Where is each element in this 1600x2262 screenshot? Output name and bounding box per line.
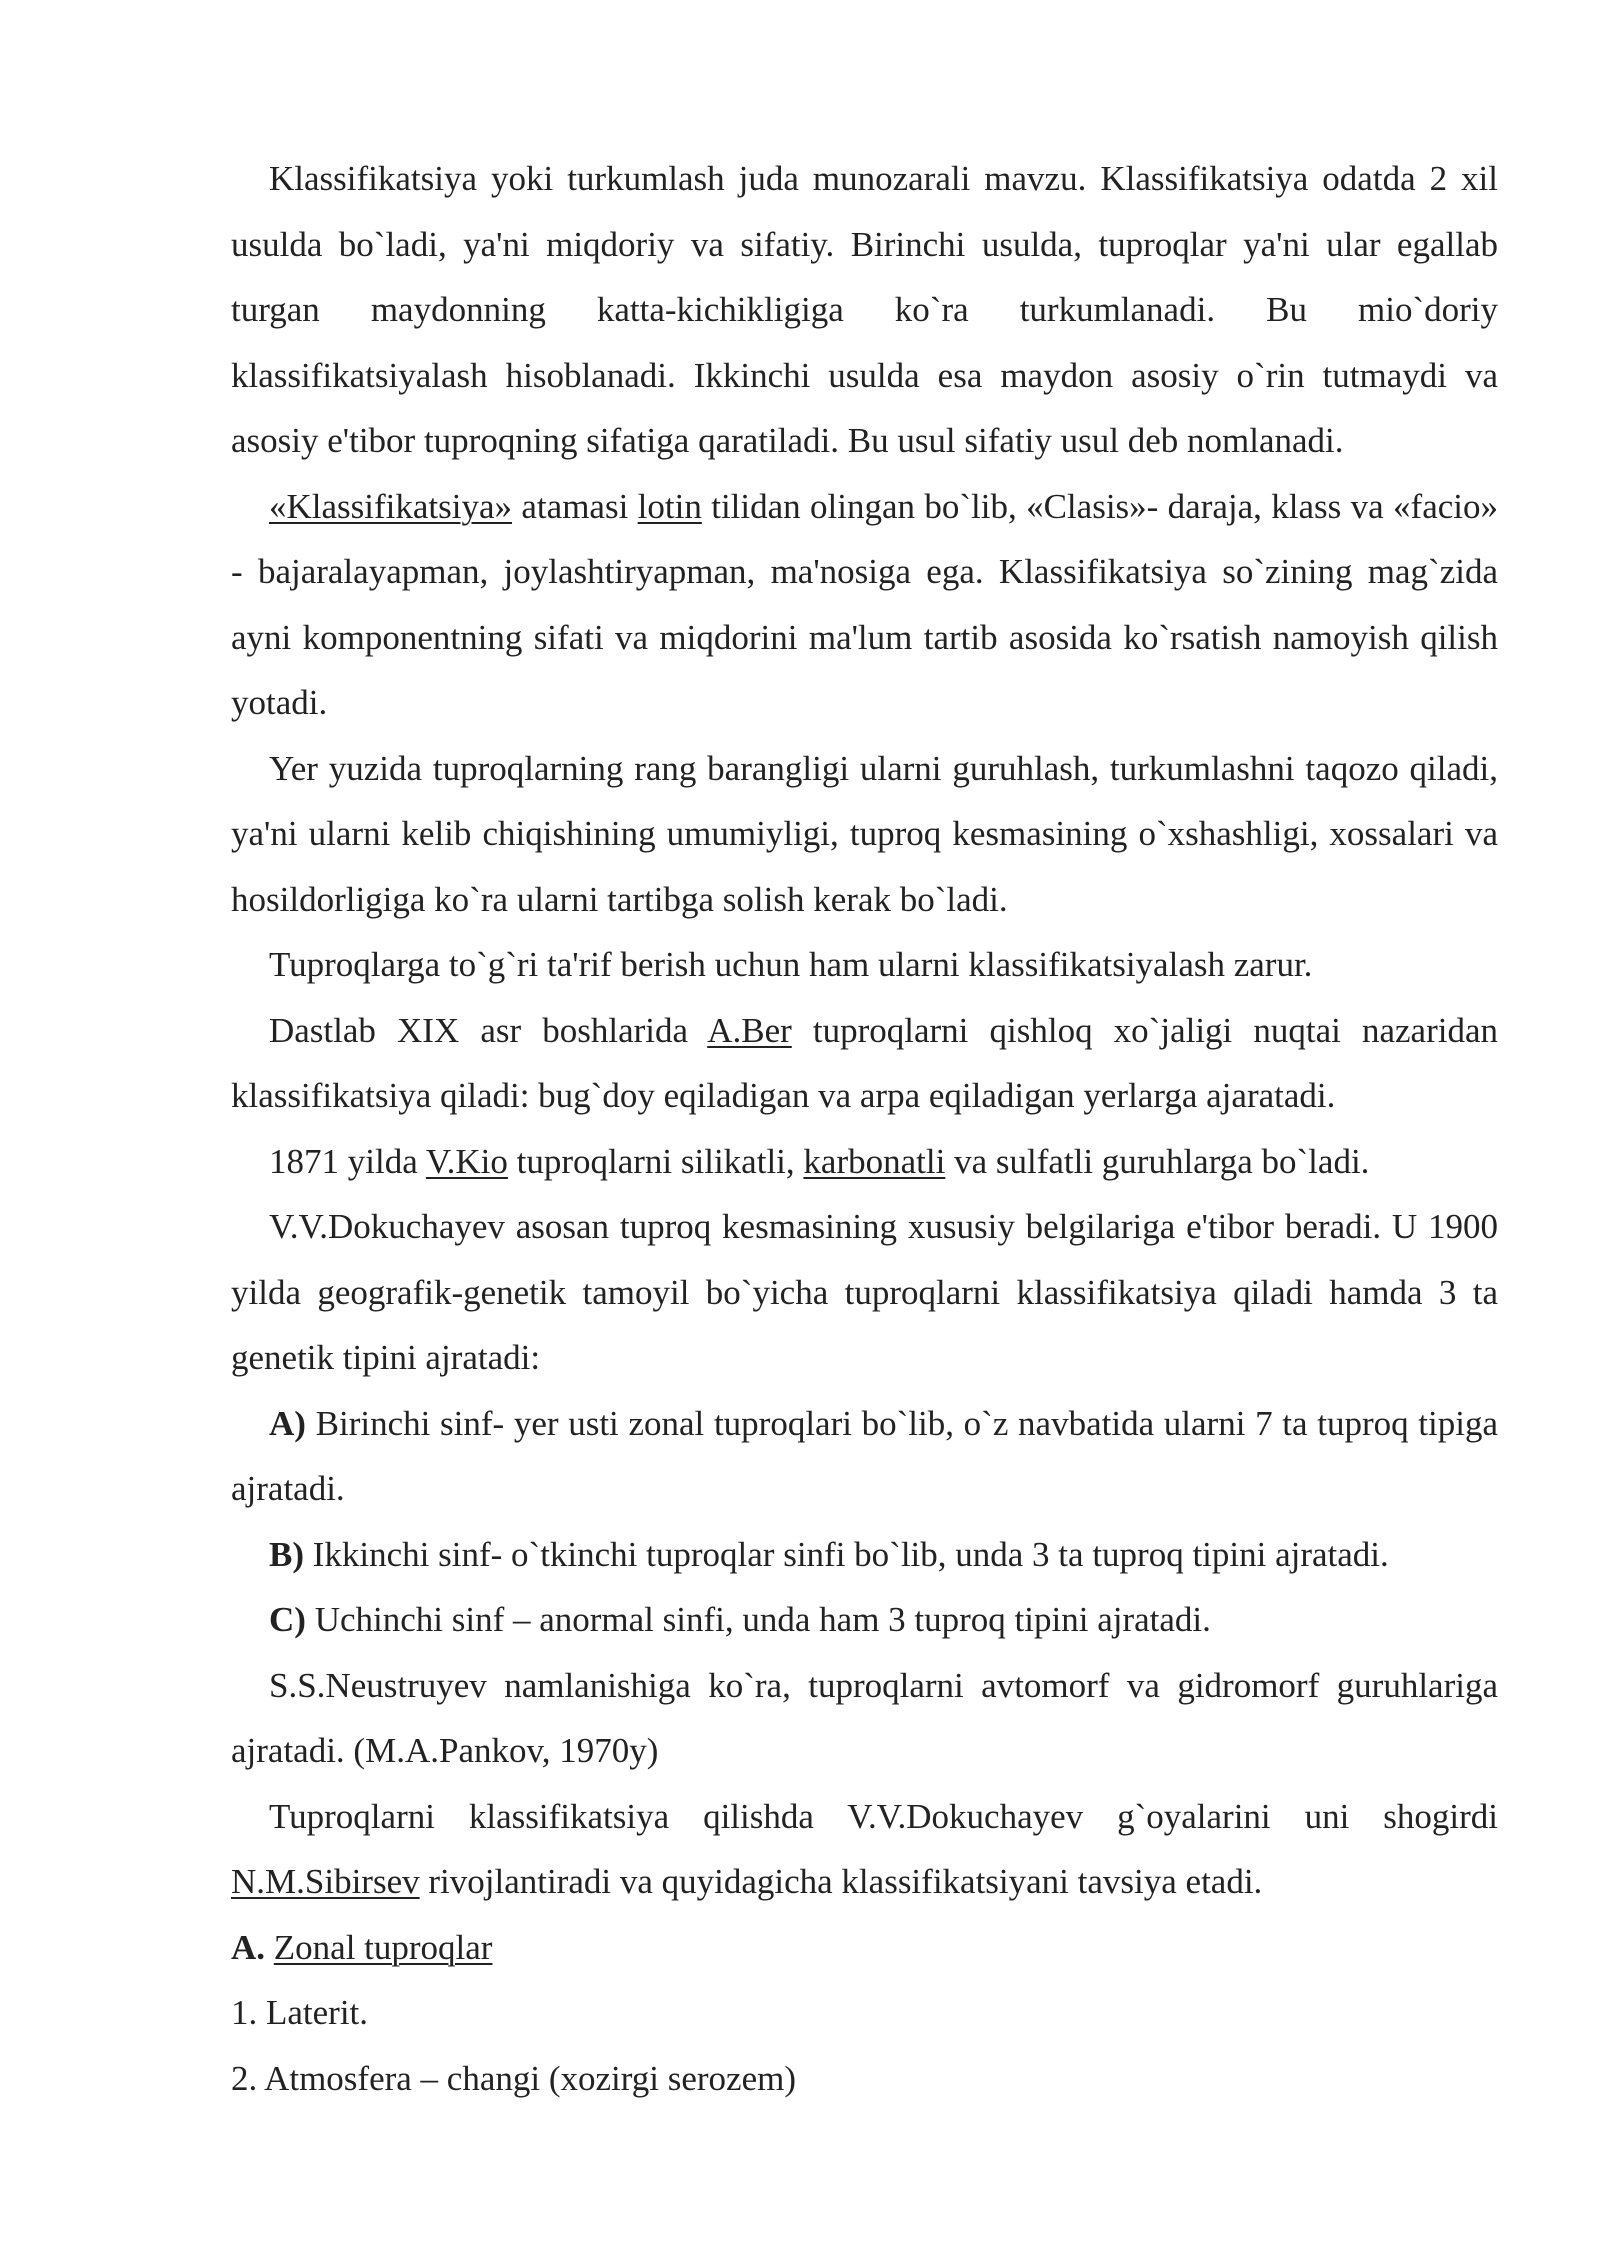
paragraph-class-c [231,1587,1498,1653]
paragraph-diversity: Yer yuzida tuproqlarning rang barangligi ularni guruhlash, turkumlashni taqozo qiladi, ya'ni ularni kelib chiqishining umumiyligi, tuproq kesmasining o`xshashligi, xossalari va hosildorligiga ko`ra ularni tartibga solish kerak bo`ladi. [231,748,1498,919]
paragraph-classification-intro: Klassifikatsiya yoki turkumlash juda munozarali mavzu. Klassifikatsiya odatda 2 xil usulda bo`ladi, ya'ni miqdoriy va sifatiy. Birinchi usulda, tuproqlar ya'ni ular egallab turgan maydonning katta-kichikligiga ko`ra turkumlanadi. Bu mio`doriy klassifikatsiyalash hisoblanadi. Ikkinchi usulda esa maydon asosiy o`rin tutmaydi va asosiy e'tibor tuproqning sifatiga qaratiladi. Bu usul sifatiy usul deb nomlanadi. [231,159,1498,460]
paragraph-class-b [231,1522,1498,1588]
paragraph-v-kio [231,1129,1498,1195]
text-span: tuproqlarni silikatli, [507,1141,804,1181]
paragraph-neustruyev: S.S.Neustruyev namlanishiga ko`ra, tuproqlarni avtomorf va gidromorf guruhlariga ajratadi. (M.A.Pankov, 1970y) [231,1665,1498,1770]
paragraph-dokuchayev: V.V.Dokuchayev asosan tuproq kesmasining xususiy belgilariga e'tibor beradi. U 1900 yilda geografik-genetik tamoyil bo`yicha tuproqlarni klassifikatsiya qiladi hamda 3 ta genetik tipini ajratadi: [231,1207,1498,1377]
text-span: Ikkinchi sinf- o`tkinchi tuproqlar sinfi bo`lib, unda 3 ta tuproq tipini ajratadi. [304,1534,1389,1574]
text-span: Uchinchi sinf – anormal sinfi, unda ham 3 tuproq tipini ajratadi. [305,1600,1211,1639]
text-span: tuproqlarni qishloq xo`jaligi nuqtai nazaridan klassifikatsiya qiladi: bug`doy eqiladigan va arpa eqiladigan yerlarga ajaratadi. [231,1010,1498,1115]
text-span: Dastlab XIX asr boshlarida [269,1010,708,1050]
list-label-a: A) [269,1403,306,1443]
paragraph-a-ber [231,998,1498,1129]
link-sibirsev[interactable]: N.M.Sibirsev [231,1862,420,1901]
text-span: rivojlantiradi va quyidagicha klassifikatsiyani tavsiya etadi. [419,1862,1263,1901]
link-klassifikatsiya[interactable]: «Klassifikatsiya» [269,486,513,526]
section-label: A. [231,1927,266,1967]
text-span: va sulfatli guruhlarga bo`ladi. [945,1141,1370,1181]
text-span: Tuproqlarni klassifikatsiya qilishda V.V.Dokuchayev g`oyalarini uni shogirdi [269,1796,1498,1836]
list-item-atmosfera: 2. Atmosfera – changi (xozirgi serozem) [231,2058,797,2098]
paragraph-term-origin [231,474,1498,736]
text-span: Birinchi sinf- yer usti zonal tuproqlari bo`lib, o`z navbatida ularni 7 ta tuproq tipiga ajratadi. [231,1403,1498,1508]
list-label-b: B) [269,1534,304,1574]
paragraph-class-a [231,1391,1498,1522]
link-v-kio[interactable]: V.Kio [425,1141,508,1181]
text-span: atamasi [512,486,638,526]
link-zonal-tuproqlar[interactable]: Zonal tuproqlar [273,1927,493,1967]
document-page [231,146,1498,2111]
link-lotin[interactable]: lotin [637,486,702,526]
text-span: tilidan olingan bo`lib, «Clasis»- daraja, klass va «facio» - bajaralayapman, joylashtiryapman, ma'nosiga ega. Klassifikatsiya so`zining mag`zida ayni komponentning sifati va miqdorini ma'lum tartib asosida ko`rsatish namoyish qilish yotadi. [231,486,1498,722]
link-karbonatli[interactable]: karbonatli [803,1141,946,1181]
text-span: 1871 yilda [269,1141,426,1181]
link-a-ber[interactable]: A.Ber [707,1010,792,1050]
list-item-laterit: 1. Laterit. [231,1993,369,2032]
section-heading-zonal [231,1915,1498,1981]
list-label-c: C) [269,1600,306,1639]
paragraph-sibirsev [231,1784,1498,1915]
paragraph-definition: Tuproqlarga to`g`ri ta'rif berish uchun ham ularni klassifikatsiyalash zarur. [269,945,1313,984]
